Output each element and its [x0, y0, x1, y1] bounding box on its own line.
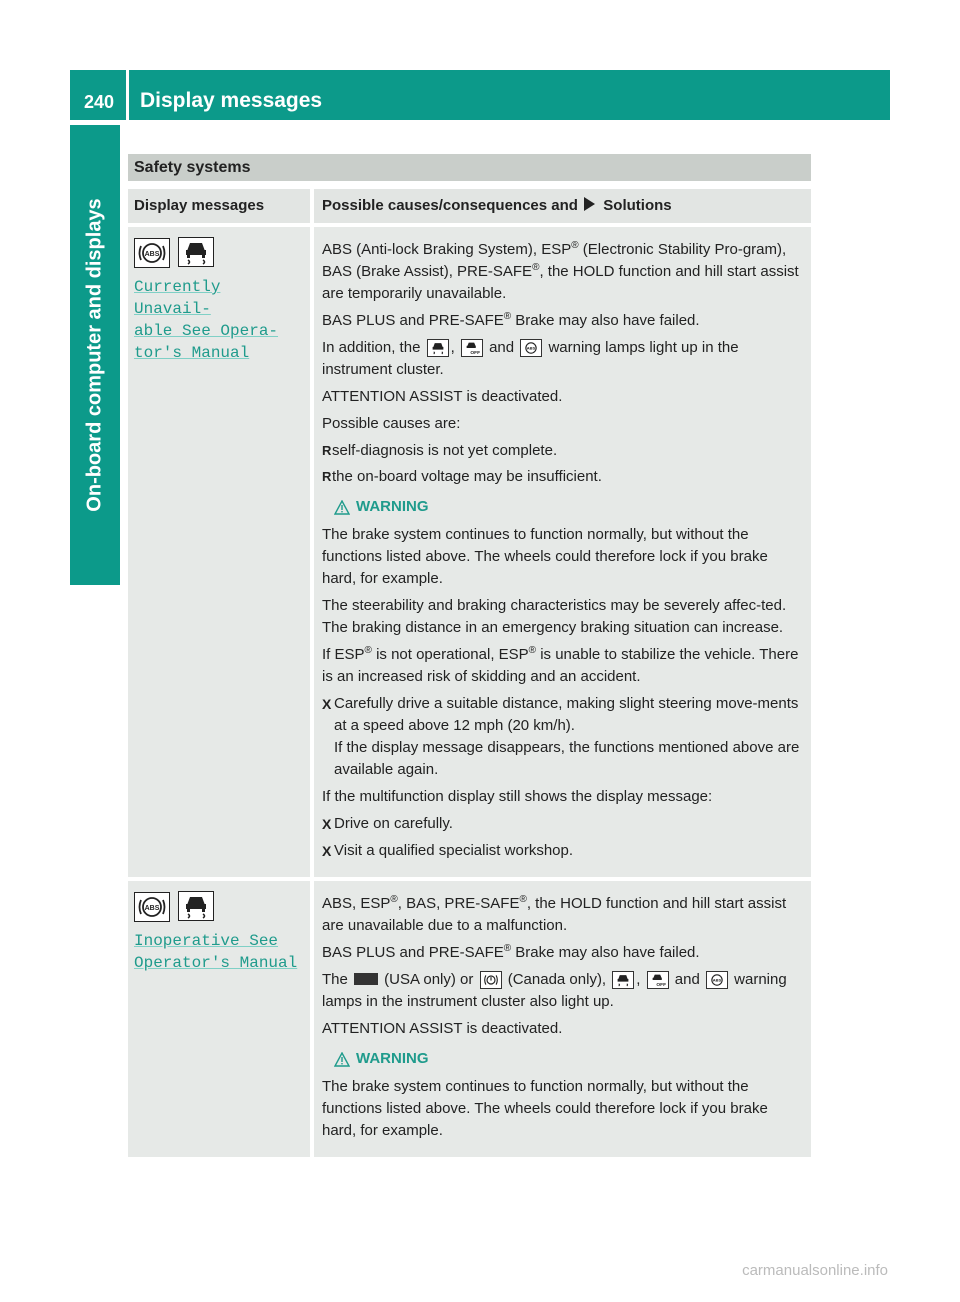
- text: (Canada only),: [503, 971, 611, 988]
- text: and: [484, 339, 519, 356]
- esp-icon: [178, 891, 214, 921]
- abs-icon: [134, 238, 170, 268]
- bullet-marker: R: [322, 469, 332, 484]
- text: If ESP: [322, 646, 365, 663]
- text: ,: [636, 971, 645, 988]
- list-item-text: the on-board voltage may be insufficient.: [332, 468, 602, 485]
- causes-cell: [314, 227, 811, 877]
- paragraph: [322, 969, 803, 1013]
- table-row: [128, 881, 811, 1157]
- warning-label: WARNING: [356, 498, 429, 515]
- display-cell: [128, 227, 314, 877]
- step-text: If the display message disappears, the functions mentioned above are available again.: [334, 739, 800, 778]
- paragraph: The brake system continues to function normally, but without the functions listed above. The wheels could therefore lock if you brake hard, for example.: [322, 1078, 768, 1139]
- step-marker: X: [322, 843, 332, 859]
- side-tab-title: On-board computer and displays: [83, 198, 106, 512]
- list-item: [322, 440, 803, 462]
- step-item: [322, 693, 803, 781]
- paragraph: [322, 239, 803, 305]
- column-header-row: [128, 189, 811, 223]
- text: ABS (Anti-lock Braking System), ESP: [322, 241, 572, 258]
- esp-icon: [612, 971, 634, 989]
- step-item: [322, 840, 803, 862]
- step-text: Carefully drive a suitable distance, making slight steering move-ments at a speed above 12 mph (20 km/h).: [334, 695, 799, 734]
- svg-text:OFF: OFF: [470, 350, 480, 355]
- table-row: [128, 227, 811, 877]
- display-line: tor's Manual: [134, 344, 250, 362]
- text: (USA only) or: [380, 971, 478, 988]
- registered-mark: ®: [503, 311, 512, 322]
- text: In addition, the: [322, 339, 425, 356]
- step-marker: X: [322, 816, 332, 832]
- step-text: Drive on carefully.: [334, 815, 453, 832]
- play-icon: [584, 197, 595, 211]
- list-item: [322, 466, 803, 488]
- paragraph: [322, 644, 803, 688]
- paragraph: ATTENTION ASSIST is deactivated.: [322, 1020, 563, 1037]
- bullet-marker: R: [322, 443, 332, 458]
- text: Brake may also have failed.: [511, 944, 700, 961]
- step-item: [322, 813, 803, 835]
- text: ,: [450, 339, 459, 356]
- display-cell: [128, 881, 314, 1157]
- header-divider: [126, 70, 129, 120]
- text: is unable to stabilize the vehicle. There is an increased risk of skidding and an accident.: [322, 646, 799, 685]
- paragraph: The brake system continues to function normally, but without the functions listed above. The wheels could therefore lock if you brake hard, for example.: [322, 526, 768, 587]
- svg-text:ABS: ABS: [527, 345, 536, 351]
- warning-heading: [334, 1048, 803, 1070]
- text: The: [322, 971, 353, 988]
- abs-icon: [520, 339, 542, 357]
- text: BAS PLUS and PRE-SAFE: [322, 312, 504, 329]
- display-message-text: [134, 930, 304, 974]
- page-title: Display messages: [140, 89, 323, 112]
- abs-icon: [134, 892, 170, 922]
- text: Brake may also have failed.: [511, 312, 700, 329]
- column-header-solutions: Solutions: [603, 197, 672, 214]
- brake-icon: [354, 973, 378, 985]
- registered-mark: ®: [528, 645, 537, 656]
- text: warning lamps light up in the instrument cluster.: [322, 339, 739, 378]
- paragraph: [322, 337, 803, 381]
- step-text: Visit a qualified specialist workshop.: [334, 842, 574, 859]
- paragraph: ATTENTION ASSIST is deactivated.: [322, 388, 563, 405]
- paragraph: If the multifunction display still shows the display message:: [322, 788, 713, 805]
- paragraph: Possible causes are:: [322, 415, 461, 432]
- display-line: Currently Unavail-: [134, 278, 221, 318]
- registered-mark: ®: [519, 894, 527, 905]
- text: BAS PLUS and PRE-SAFE: [322, 944, 504, 961]
- text: is not operational, ESP: [371, 646, 529, 663]
- warning-label: WARNING: [356, 1050, 429, 1067]
- brake-circle-icon: [480, 971, 502, 989]
- column-header-causes-text: Possible causes/consequences and: [322, 197, 578, 214]
- paragraph: [322, 310, 803, 332]
- section-title: Safety systems: [128, 154, 811, 181]
- step-marker: X: [322, 696, 332, 712]
- text: warning lamps in the instrument cluster also light up.: [322, 971, 787, 1010]
- column-header-display: Display messages: [128, 189, 314, 223]
- warning-triangle-icon: [334, 500, 350, 515]
- paragraph: The steerability and braking characteristics may be severely affec-ted. The braking distance in an emergency braking situation can increase.: [322, 597, 787, 636]
- list-item-text: self-diagnosis is not yet complete.: [332, 442, 558, 459]
- watermark: carmanualsonline.info: [742, 1262, 888, 1279]
- display-line: Operator's Manual: [134, 954, 298, 972]
- text: , the HOLD function and hill start assist are temporarily unavailable.: [322, 263, 799, 302]
- abs-icon: [706, 971, 728, 989]
- warning-heading: [334, 496, 803, 518]
- svg-text:ABS: ABS: [712, 977, 722, 983]
- text: ABS, ESP: [322, 895, 391, 912]
- column-header-causes: [314, 189, 811, 223]
- esp-off-icon: [647, 971, 669, 989]
- text: , BAS, PRE-SAFE: [397, 895, 520, 912]
- registered-mark: ®: [532, 262, 540, 273]
- text: and: [670, 971, 704, 988]
- causes-cell: [314, 881, 811, 1157]
- esp-off-icon: [461, 339, 483, 357]
- display-icons: [134, 891, 304, 924]
- registered-mark: ®: [390, 894, 398, 905]
- text: (Electronic Stability Pro-gram), BAS (Brake Assist), PRE-SAFE: [322, 241, 787, 280]
- esp-icon: [178, 237, 214, 267]
- display-line: Inoperative See: [134, 932, 279, 950]
- esp-icon: [427, 339, 449, 357]
- registered-mark: ®: [503, 943, 512, 954]
- registered-mark: ®: [571, 240, 579, 251]
- display-message-text: [134, 276, 304, 364]
- text: , the HOLD function and hill start assist are unavailable due to a malfunction.: [322, 895, 787, 934]
- display-line: able See Opera-: [134, 322, 279, 340]
- paragraph: [322, 893, 803, 937]
- paragraph: [322, 942, 803, 964]
- registered-mark: ®: [364, 645, 372, 656]
- svg-text:ABS: ABS: [144, 251, 160, 258]
- warning-triangle-icon: [334, 1052, 350, 1067]
- svg-text:OFF: OFF: [656, 982, 666, 987]
- page-number: 240: [84, 92, 115, 112]
- display-icons: [134, 237, 304, 270]
- svg-text:ABS: ABS: [144, 905, 160, 912]
- display-messages-table: [128, 154, 811, 1157]
